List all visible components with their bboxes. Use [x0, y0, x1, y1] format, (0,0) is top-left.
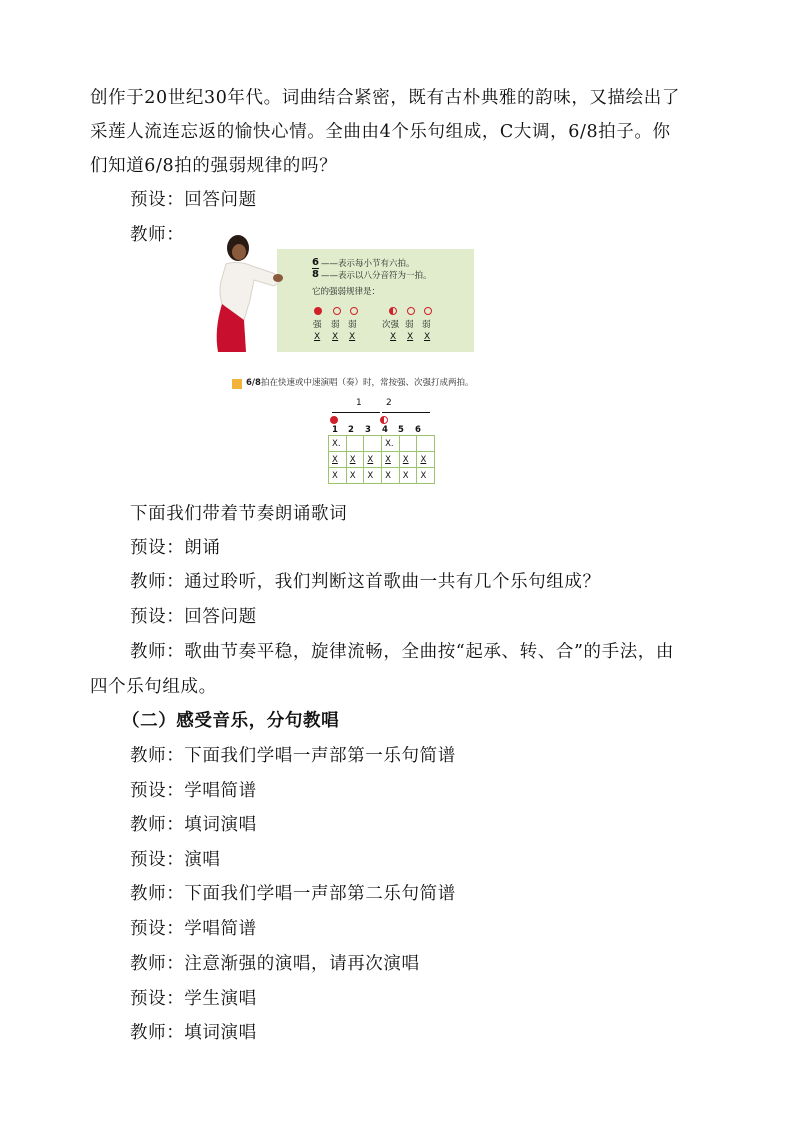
- grid-cell: X: [329, 468, 347, 484]
- count-number: 1: [332, 425, 338, 435]
- grid-cell: [364, 436, 382, 452]
- count-number: 2: [348, 425, 354, 435]
- teacher-line: 教师：下面我们学唱一声部第二乐句简谱: [130, 884, 456, 904]
- caption-fraction: 6/8: [246, 378, 261, 388]
- grid-row: [329, 452, 435, 468]
- beat-mark: X: [390, 332, 397, 342]
- secondary-strong-beat-dot: [380, 416, 388, 424]
- grid-cell: X: [399, 468, 417, 484]
- preset-line: 预设：回答问题: [130, 607, 257, 627]
- meter-line-1: ——表示每小节有六拍。: [321, 259, 415, 269]
- teacher-line: 教师：: [130, 225, 185, 245]
- beat-mark: X: [349, 332, 356, 342]
- grid-cell: X.: [382, 436, 400, 452]
- secondary-strong-beat-dot: [389, 307, 397, 315]
- grid-cell: X: [417, 468, 435, 484]
- strong-beat-dot: [330, 416, 338, 424]
- beat-mark: X: [314, 332, 321, 342]
- teacher-line: 教师：歌曲节奏平稳，旋律流畅，全曲按“起承、转、合”的手法，由: [130, 642, 674, 662]
- preset-line: 预设：学唱简谱: [130, 919, 257, 939]
- caption-text: 拍在快速或中速演唱（奏）时，常按强、次强打成两拍。: [260, 378, 474, 388]
- grid-cell: [346, 436, 364, 452]
- paragraph-line: 下面我们带着节奏朗诵歌词: [130, 504, 348, 524]
- teacher-line: 教师：通过聆听，我们判断这首歌曲一共有几个乐句组成？: [130, 572, 601, 592]
- big-beat-number: 1: [356, 398, 362, 408]
- grid-cell: X.: [329, 436, 347, 452]
- beat-label: 弱: [405, 320, 414, 330]
- paragraph-line: 们知道6/8拍的强弱规律的吗？: [90, 156, 338, 176]
- preset-line: 预设：朗诵: [130, 538, 221, 558]
- beat-label: 次强: [382, 320, 400, 330]
- grid-cell: X: [417, 452, 435, 468]
- singing-girl-illustration: [208, 230, 288, 352]
- time-signature-bottom: 8: [312, 269, 319, 280]
- grid-cell: X: [364, 452, 382, 468]
- count-number: 6: [415, 425, 421, 435]
- teacher-line: 教师：注意渐强的演唱，请再次演唱: [130, 954, 420, 974]
- grid-cell: X: [364, 468, 382, 484]
- grid-caption: [246, 378, 473, 389]
- weak-beat-dot: [333, 307, 341, 315]
- grid-row: [329, 468, 435, 484]
- big-beat-number: 2: [386, 398, 392, 408]
- preset-line: 预设：学唱简谱: [130, 781, 257, 801]
- weak-beat-dot: [424, 307, 432, 315]
- teacher-line: 教师：下面我们学唱一声部第一乐句简谱: [130, 746, 456, 766]
- strong-beat-dot: [314, 307, 322, 315]
- grid-cell: [399, 436, 417, 452]
- meter-line-2: ——表示以八分音符为一拍。: [321, 271, 432, 281]
- count-number: 5: [398, 425, 404, 435]
- grid-cell: X: [346, 468, 364, 484]
- grid-cell: X: [346, 452, 364, 468]
- legend-square-icon: [232, 379, 242, 389]
- time-signature-top: 6: [312, 257, 319, 268]
- paragraph-line: 创作于20世纪30年代。词曲结合紧密，既有古朴典雅的韵味，又描绘出了: [90, 88, 680, 108]
- beat-group-bracket: [382, 412, 430, 413]
- beat-label: 弱: [331, 320, 340, 330]
- beat-mark: X: [332, 332, 339, 342]
- beat-grid-figure: [230, 376, 520, 486]
- weak-beat-dot: [350, 307, 358, 315]
- rule-title: 它的强弱规律是：: [312, 287, 381, 297]
- weak-beat-dot: [407, 307, 415, 315]
- grid-cell: X: [329, 452, 347, 468]
- beat-label: 弱: [348, 320, 357, 330]
- preset-line: 预设：回答问题: [130, 190, 257, 210]
- grid-row: [329, 436, 435, 452]
- paragraph-line: 四个乐句组成。: [90, 677, 217, 697]
- teacher-line: 教师：填词演唱: [130, 1023, 257, 1043]
- beat-mark: X: [424, 332, 431, 342]
- section-heading: （二）感受音乐，分句教唱: [122, 711, 340, 731]
- beat-grid-table: [328, 435, 435, 484]
- beat-label: 强: [313, 320, 322, 330]
- meter-explanation-figure: [208, 230, 474, 352]
- preset-line: 预设：学生演唱: [130, 989, 257, 1009]
- beat-group-bracket: [332, 412, 380, 413]
- grid-cell: X: [399, 452, 417, 468]
- teacher-line: 教师：填词演唱: [130, 815, 257, 835]
- preset-line: 预设：演唱: [130, 850, 221, 870]
- grid-cell: [417, 436, 435, 452]
- paragraph-line: 采莲人流连忘返的愉快心情。全曲由4个乐句组成，C大调，6/8拍子。你: [90, 122, 671, 142]
- beat-label: 弱: [422, 320, 431, 330]
- count-number: 3: [365, 425, 371, 435]
- grid-cell: X: [382, 468, 400, 484]
- grid-cell: X: [382, 452, 400, 468]
- beat-mark: X: [407, 332, 414, 342]
- count-number: 4: [382, 425, 388, 435]
